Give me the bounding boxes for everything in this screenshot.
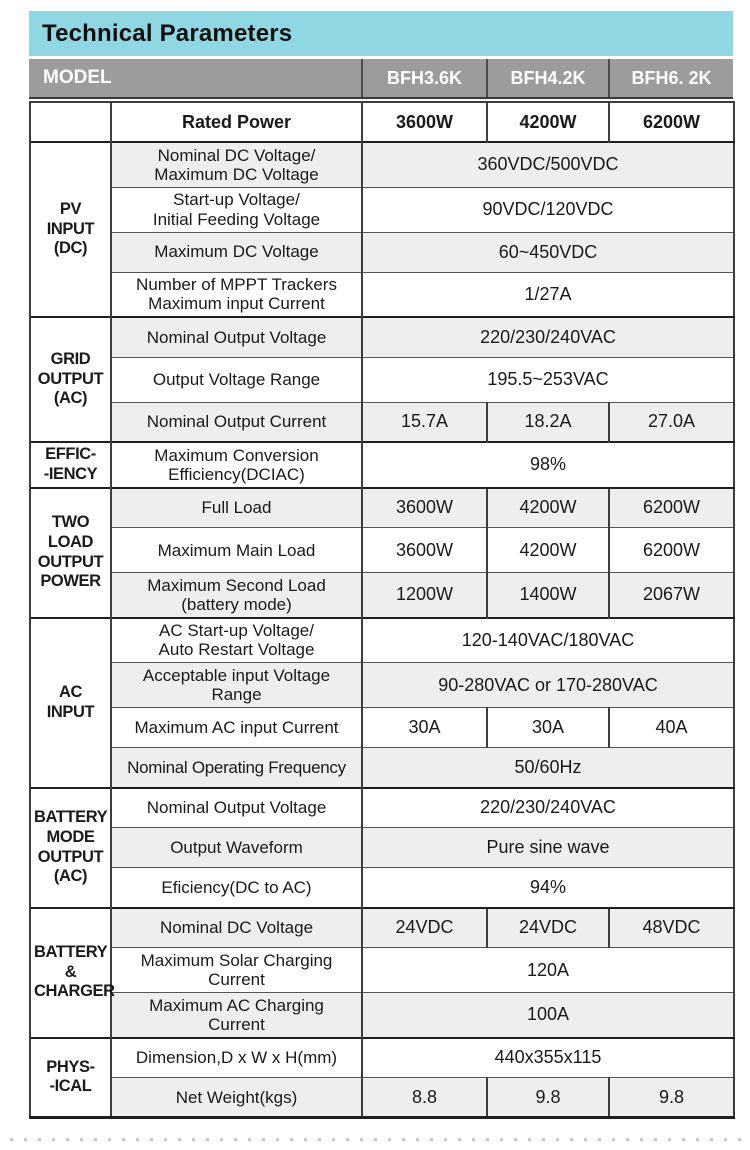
param-label: Nominal Output Voltage: [111, 317, 362, 357]
param-value: 4200W: [487, 528, 609, 573]
param-label: Maximum Solar Charging Current: [111, 948, 362, 993]
param-value-merged: 220/230/240VAC: [362, 788, 734, 828]
table-row: [30, 748, 734, 788]
model-name-2: BFH4.2K: [486, 59, 608, 97]
param-value: 1200W: [362, 573, 487, 618]
model-name-1: BFH3.6K: [361, 59, 486, 97]
category-cell-two-load: TWO LOAD OUTPUT POWER: [30, 488, 111, 618]
param-value: 8.8: [362, 1078, 487, 1118]
table-row: [30, 102, 734, 142]
table-row: [30, 908, 734, 948]
param-value-merged: 195.5~253VAC: [362, 357, 734, 402]
param-value: 4200W: [487, 102, 609, 142]
param-label: Net Weight(kgs): [111, 1078, 362, 1118]
param-value: 3600W: [362, 528, 487, 573]
param-value: 48VDC: [609, 908, 734, 948]
param-value-merged: 90VDC/120VDC: [362, 187, 734, 232]
param-value: 30A: [487, 708, 609, 748]
param-value-merged: 50/60Hz: [362, 748, 734, 788]
param-value-merged: 120-140VAC/180VAC: [362, 618, 734, 663]
param-label: Nominal Operating Frequency: [111, 748, 362, 788]
param-value: 9.8: [487, 1078, 609, 1118]
param-label: Full Load: [111, 488, 362, 528]
param-value: 3600W: [362, 102, 487, 142]
param-value: 6200W: [609, 528, 734, 573]
param-value: 3600W: [362, 488, 487, 528]
param-label: Number of MPPT Trackers Maximum input Current: [111, 272, 362, 317]
param-value-merged: 100A: [362, 993, 734, 1038]
param-value-merged: 220/230/240VAC: [362, 317, 734, 357]
table-row: [30, 868, 734, 908]
page-title: Technical Parameters: [42, 19, 293, 47]
table-row: [30, 1078, 734, 1118]
param-value: 2067W: [609, 573, 734, 618]
category-cell-battery-mode: BATTERY MODE OUTPUT (AC): [30, 788, 111, 908]
table-row: [30, 488, 734, 528]
param-value: 6200W: [609, 488, 734, 528]
category-cell-battery-charger: BATTERY & CHARGER: [30, 908, 111, 1038]
param-label: Nominal Output Current: [111, 402, 362, 442]
param-label: Output Voltage Range: [111, 357, 362, 402]
table-row: [30, 357, 734, 402]
param-value-merged: 440x355x115: [362, 1038, 734, 1078]
param-label: Rated Power: [111, 102, 362, 142]
param-value: 9.8: [609, 1078, 734, 1118]
param-label: Maximum DC Voltage: [111, 232, 362, 272]
param-value-merged: 90-280VAC or 170-280VAC: [362, 663, 734, 708]
table-row: [30, 788, 734, 828]
table-row: [30, 828, 734, 868]
param-label: Maximum Second Load (battery mode): [111, 573, 362, 618]
param-value-merged: Pure sine wave: [362, 828, 734, 868]
param-value: 18.2A: [487, 402, 609, 442]
category-cell-efficiency: EFFIC- -IENCY: [30, 442, 111, 488]
table-row: [30, 948, 734, 993]
param-value: 27.0A: [609, 402, 734, 442]
table-row: [30, 663, 734, 708]
param-value-merged: 360VDC/500VDC: [362, 142, 734, 187]
table-row: [30, 618, 734, 663]
param-value: 30A: [362, 708, 487, 748]
title-bar: [29, 11, 733, 56]
param-value: 24VDC: [487, 908, 609, 948]
param-label: Nominal DC Voltage: [111, 908, 362, 948]
table-row: [30, 573, 734, 618]
table-row: [30, 402, 734, 442]
param-value-merged: 1/27A: [362, 272, 734, 317]
spec-table: [29, 101, 735, 1119]
param-value-merged: 94%: [362, 868, 734, 908]
param-label: Eficiency(DC to AC): [111, 868, 362, 908]
table-row: [30, 1038, 734, 1078]
param-value: 24VDC: [362, 908, 487, 948]
param-label: AC Start-up Voltage/ Auto Restart Voltage: [111, 618, 362, 663]
param-value: 6200W: [609, 102, 734, 142]
param-label: Maximum AC Charging Current: [111, 993, 362, 1038]
param-value: 15.7A: [362, 402, 487, 442]
param-value-merged: 98%: [362, 442, 734, 488]
model-header-label: MODEL: [43, 67, 112, 88]
param-value-merged: 120A: [362, 948, 734, 993]
param-label: Maximum Main Load: [111, 528, 362, 573]
table-row: [30, 272, 734, 317]
param-label: Nominal DC Voltage/ Maximum DC Voltage: [111, 142, 362, 187]
table-row: [30, 187, 734, 232]
param-label: Nominal Output Voltage: [111, 788, 362, 828]
param-value: 1400W: [487, 573, 609, 618]
category-cell-empty: [30, 102, 111, 142]
param-value: 40A: [609, 708, 734, 748]
table-row: [30, 232, 734, 272]
param-label: Dimension,D x W x H(mm): [111, 1038, 362, 1078]
table-row: [30, 708, 734, 748]
table-row: [30, 142, 734, 187]
param-label: Maximum AC input Current: [111, 708, 362, 748]
category-cell-grid-output: GRID OUTPUT (AC): [30, 317, 111, 442]
param-value: 4200W: [487, 488, 609, 528]
table-row: [30, 317, 734, 357]
param-label: Maximum Conversion Efficiency(DCIAC): [111, 442, 362, 488]
param-value-merged: 60~450VDC: [362, 232, 734, 272]
table-row: [30, 528, 734, 573]
param-label: Output Waveform: [111, 828, 362, 868]
table-row: [30, 993, 734, 1038]
param-label: Start-up Voltage/ Initial Feeding Voltage: [111, 187, 362, 232]
table-row: [30, 442, 734, 488]
category-cell-physical: PHYS- -ICAL: [30, 1038, 111, 1118]
param-label: Acceptable input Voltage Range: [111, 663, 362, 708]
dotted-separator: [10, 1138, 742, 1141]
category-cell-pv-input: PV INPUT (DC): [30, 142, 111, 317]
category-cell-ac-input: AC INPUT: [30, 618, 111, 788]
model-name-3: BFH6. 2K: [608, 59, 733, 97]
model-header-row: [29, 59, 733, 99]
